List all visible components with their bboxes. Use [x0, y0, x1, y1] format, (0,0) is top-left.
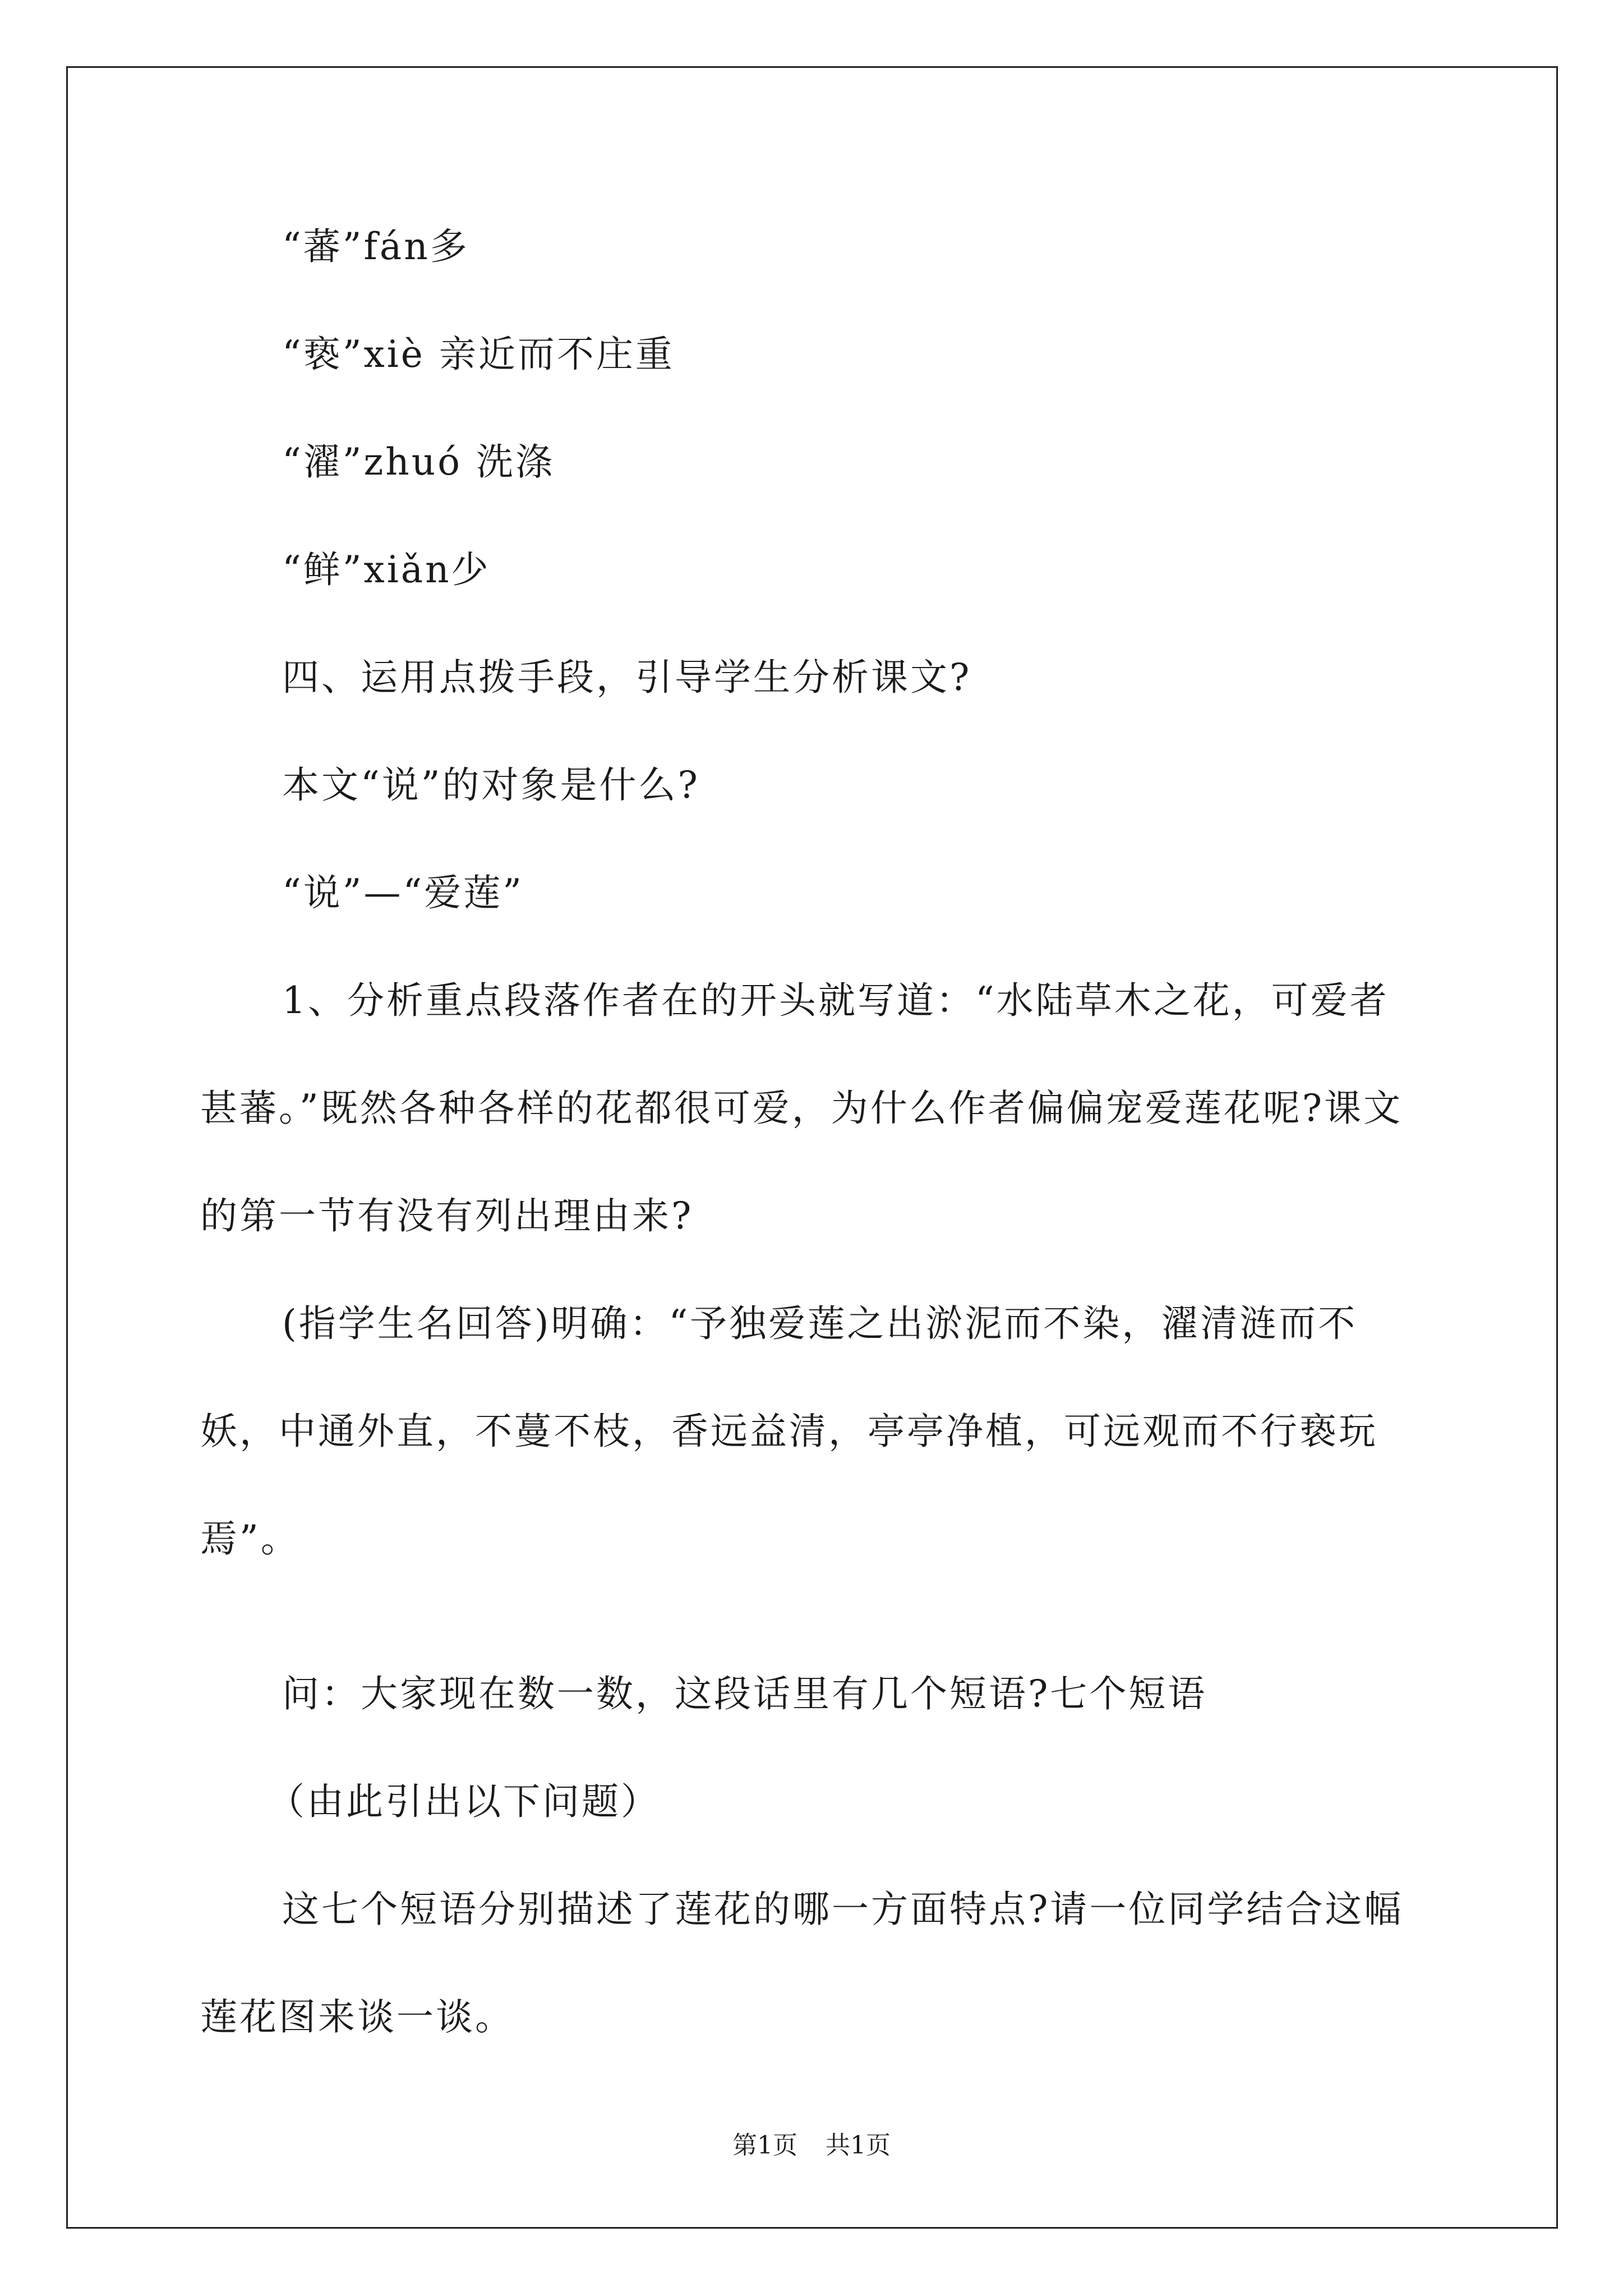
vocab-line-zhuo: “濯”zhuó 洗涤 — [282, 440, 555, 484]
section-heading: 四、运用点拨手段，引导学生分析课文? — [282, 656, 972, 699]
answer-object: “说”—“爱莲” — [282, 871, 524, 914]
question-object: 本文“说”的对象是什么? — [282, 763, 700, 807]
paragraph-final: 这七个短语分别描述了莲花的哪一方面特点?请一位同学结合这幅莲花图来谈一谈。 — [200, 1888, 1404, 2039]
page-number: 第1页 — [732, 2131, 797, 2160]
paragraph-answer: (指学生名回答)明确：“予独爱莲之出淤泥而不染，濯清涟而不妖，中通外直，不蔓不枝，香远益清，亭亭净植，可远观而不行亵玩焉”。 — [200, 1302, 1378, 1561]
vocab-line-xie: “亵”xiè 亲近而不庄重 — [282, 333, 675, 376]
paragraph-analysis: 1、分析重点段落作者在的开头就写道：“水陆草木之花，可爱者甚蕃。”既然各种各样的花都很可爱，为什么作者偏偏宠爱莲花呢?课文的第一节有没有列出理由来? — [200, 979, 1403, 1237]
page-total: 共1页 — [826, 2131, 891, 2160]
page-footer — [0, 2129, 1623, 2162]
question-count-line: 问：大家现在数一数，这段话里有几个短语?七个短语 — [282, 1672, 1207, 1715]
vocab-line-xian: “鲜”xiǎn少 — [282, 548, 491, 591]
note-line: （由此引出以下问题） — [268, 1780, 660, 1823]
vocab-line-fan: “蕃”fán多 — [282, 225, 469, 268]
